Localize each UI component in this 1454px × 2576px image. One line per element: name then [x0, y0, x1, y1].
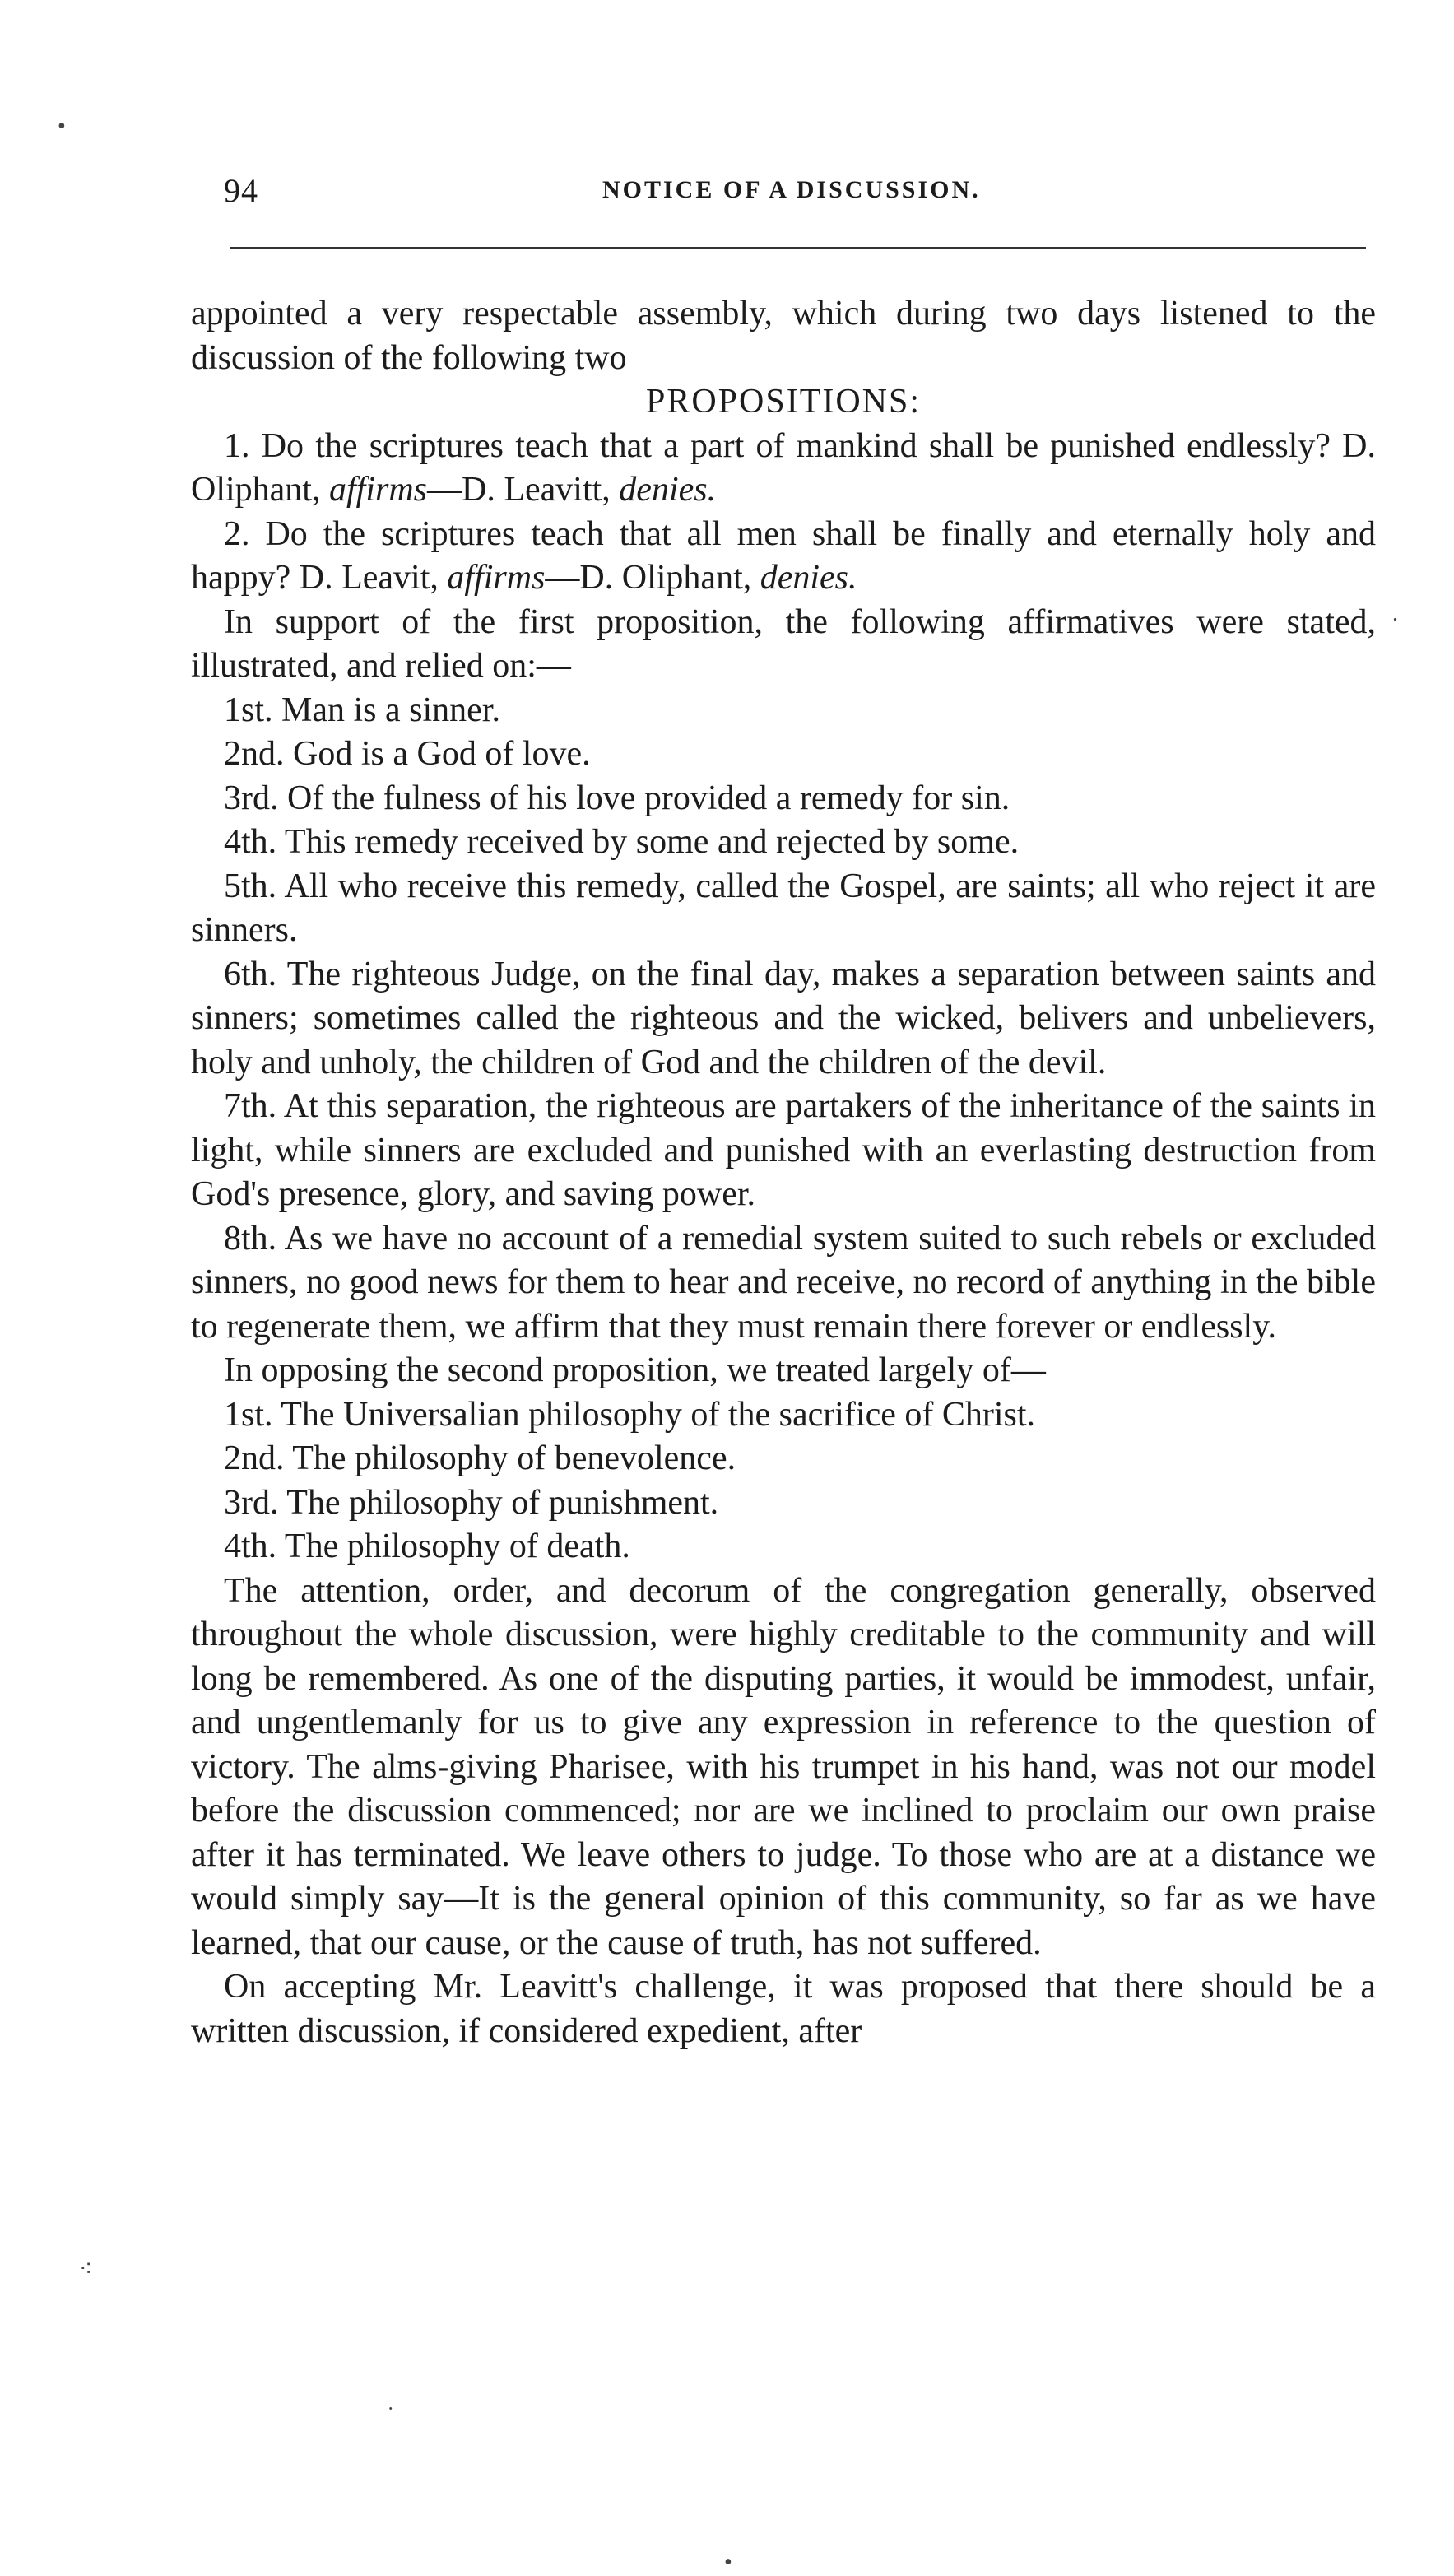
scan-speck: .: [1392, 601, 1398, 626]
scan-speck: ⁖: [79, 2257, 93, 2282]
paragraph-attention: The attention, order, and decorum of the congregation generally, observed throughout the whole discussion, were highly creditable to the community and will long be remembered. As one of the disputing parties, it would be immodest, unfair, and ungentlemanly for us to give any expression in reference to the question of victory. The alms-giving Pharisee, with his trumpet in his hand, was not our model before the discussion commenced; nor are we inclined to proclaim our own praise after it has terminated. We leave others to judge. To those who are at a distance we would simply say—It is the general opinion of this community, so far as we have learned, that our cause, or the cause of truth, has not suffered.: [191, 1571, 1376, 1962]
scan-speck: •: [58, 114, 66, 139]
scan-speck: •: [724, 2550, 732, 2575]
affirmative-item: 3rd. Of the fulness of his love provided a remedy for sin.: [224, 779, 1010, 817]
proposition-1: 1. Do the scriptures teach that a part of mankind shall be punished endlessly? D. Oliphant, affirms—D. Leavitt, denies.: [191, 426, 1376, 509]
propositions-heading: PROPOSITIONS:: [645, 383, 922, 421]
affirmative-item: 5th. All who receive this remedy, called the Gospel, are saints; all who reject it are sinners.: [191, 867, 1376, 949]
affirmative-item: 4th. This remedy received by some and rejected by some.: [224, 823, 1020, 861]
oppose-intro: In opposing the second proposition, we treated largely of—: [224, 1351, 1046, 1389]
running-head: NOTICE OF A DISCUSSION.: [602, 176, 981, 203]
header-rule: [230, 247, 1366, 249]
affirmative-item: 6th. The righteous Judge, on the final day, makes a separation between saints and sinners; sometimes called the righteous and the wicked, belivers and unbelievers, holy and unholy, the children of God and the children of the devil.: [191, 955, 1376, 1081]
opposition-item: 3rd. The philosophy of punishment.: [224, 1483, 719, 1522]
proposition-2: 2. Do the scriptures teach that all men shall be finally and eternally holy and happy? D. Leavit, affirms—D. Oliphant, denies.: [191, 514, 1376, 597]
paragraph-opening: appointed a very respectable assembly, which during two days listened to the discussion of the following two: [191, 295, 1376, 377]
page-header: [216, 171, 1351, 221]
opposition-item: 2nd. The philosophy of benevolence.: [224, 1439, 736, 1477]
page-number: 94: [224, 172, 258, 209]
scan-speck: ˙: [387, 2403, 395, 2429]
affirmative-item: 8th. As we have no account of a remedial system suited to such rebels or excluded sinners, no good news for them to hear and receive, no record of anything in the bible to regenerate them, we affirm that they must remain there forever or endlessly.: [191, 1219, 1376, 1346]
paragraph-accepting: On accepting Mr. Leavitt's challenge, it was proposed that there should be a written discussion, if considered expedient, after: [191, 1968, 1376, 2050]
affirmative-item: 2nd. God is a God of love.: [224, 735, 591, 773]
page-body: [191, 292, 1376, 2053]
support-intro: In support of the first proposition, the following affirmatives were stated, illustrated, and relied on:—: [191, 602, 1376, 685]
affirmative-item: 7th. At this separation, the righteous are partakers of the inheritance of the saints in light, while sinners are excluded and punished with an everlasting destruction from God's presence, glory, and saving power.: [191, 1087, 1376, 1213]
opposition-item: 1st. The Universalian philosophy of the sacrifice of Christ.: [224, 1395, 1036, 1434]
opposition-item: 4th. The philosophy of death.: [224, 1527, 630, 1565]
affirmative-item: 1st. Man is a sinner.: [224, 690, 500, 729]
